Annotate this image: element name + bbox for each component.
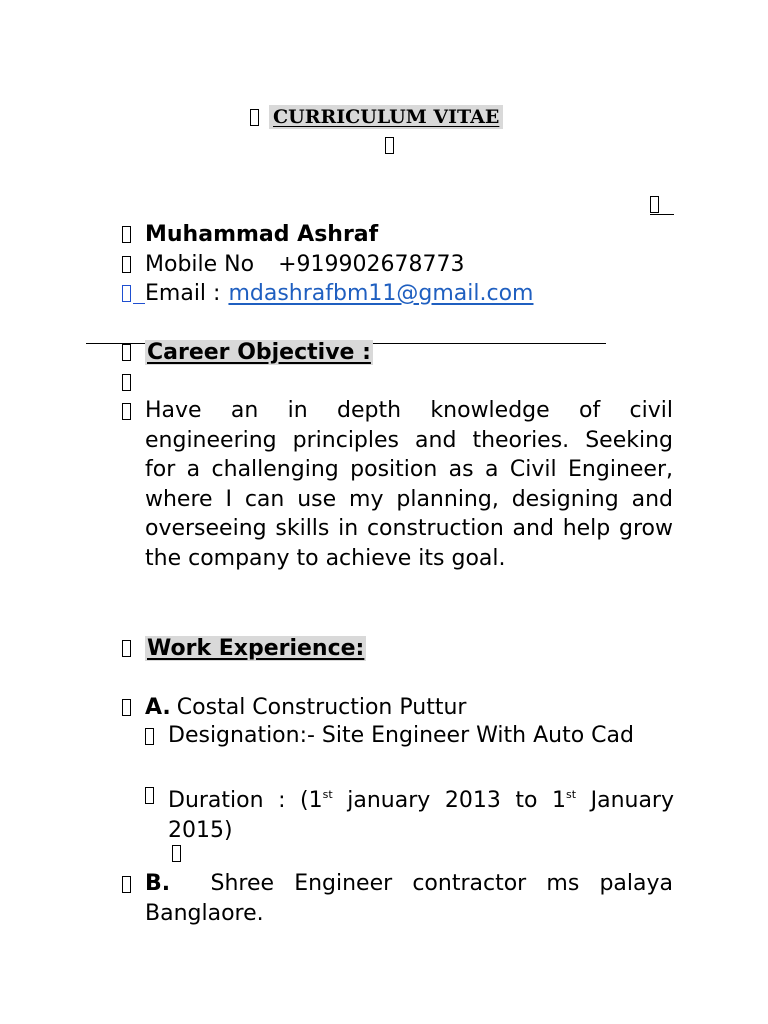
bullet-box-icon [122,226,131,243]
career-objective-heading-row [122,337,373,367]
entry-company: Shree Engineer contractor ms palaya Banglaore. [145,871,673,926]
bullet-box-icon [122,876,131,893]
bullet-box-icon [122,699,131,716]
mobile-value: +919902678773 [278,251,465,277]
entry-letter: B. [145,871,171,896]
bullet-box-icon [145,787,154,804]
candidate-name: Muhammad Ashraf [145,221,379,247]
bullet-box-icon [122,640,131,657]
bullet-box-icon [122,344,131,361]
document-title: CURRICULUM VITAE [269,105,503,129]
title-row [250,104,503,130]
email-link[interactable]: mdashrafbm11@gmail.com [228,280,534,306]
mobile-label: Mobile No [145,251,255,277]
contact-email-row [122,278,533,308]
career-objective-text: Have an in depth knowledge of civil engineering principles and theories. Seeking for a challenging position as a Civil Engineer, where I can use my planning, designing and overseeing skills in construction and help grow the company to achieve its goal. [145,398,673,571]
bullet-box-icon [172,845,181,862]
bullet-box-icon [122,285,131,302]
bullet-box-icon [385,137,394,154]
entry-company: Costal Construction Puttur [176,694,467,720]
bullet-box-icon [650,196,659,213]
contact-name-row [122,219,378,249]
underline-mark [650,214,674,215]
work-experience-heading: Work Experience: [147,635,365,661]
entry-duration: Duration : (1st january 2013 to 1st January 2015) [168,788,674,843]
bullet-box-icon [122,403,131,420]
experience-entry-b [145,869,673,928]
email-label: Email : [145,280,221,306]
bullet-box-icon [122,374,131,391]
bullet-box-icon [250,109,259,126]
entry-letter: A. [145,694,171,720]
bullet-box-icon [145,728,154,745]
career-objective-heading: Career Objective : [147,339,371,365]
contact-mobile-row [122,249,464,279]
entry-designation: Designation:- Site Engineer With Auto Cad [168,723,634,748]
work-experience-heading-row [122,633,366,663]
experience-entry-a [122,692,466,722]
bullet-box-icon [122,256,131,273]
